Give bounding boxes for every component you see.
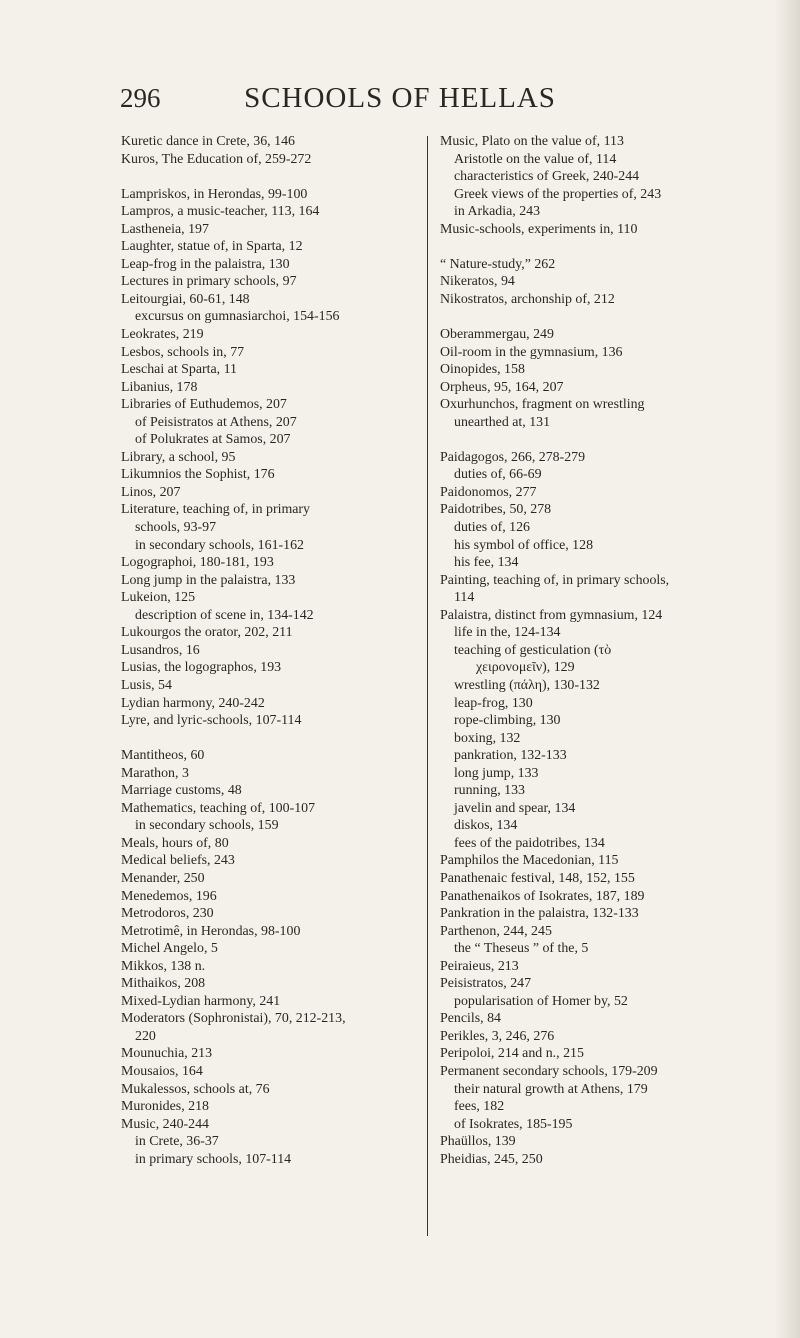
index-entry: Lusandros, 16 [121,642,200,658]
index-entry: Michel Angelo, 5 [121,941,218,957]
index-entry: Long jump in the palaistra, 133 [121,572,296,588]
letter-gap [121,730,441,748]
index-column-right [440,133,760,1168]
index-subentry: life in the, 124-134 [454,625,561,641]
index-subentry: popularisation of Homer by, 52 [454,993,628,1009]
index-subentry: schools, 93-97 [135,520,217,536]
index-subentry: in primary schools, 107-114 [135,1151,292,1167]
index-subentry: in Arkadia, 243 [454,204,541,220]
index-subentry: the “ Theseus ” of the, 5 [454,941,589,957]
page-number: 296 [120,83,161,113]
index-entry: Logographoi, 180-181, 193 [121,555,274,571]
index-entry: “ Nature-study,” 262 [440,256,556,272]
index-subentry: running, 133 [454,783,525,799]
index-entry: Leap-frog in the palaistra, 130 [121,256,290,272]
index-subentry: his fee, 134 [454,555,519,571]
index-entry: Kuros, The Education of, 259-272 [121,151,312,167]
index-entry: Linos, 207 [121,484,181,500]
index-entry: Lusis, 54 [121,677,172,693]
index-entry: Panathenaic festival, 148, 152, 155 [440,870,635,886]
index-entry: Literature, teaching of, in primary [121,502,310,518]
index-entry: Lydian harmony, 240-242 [121,695,265,711]
index-entry: Menander, 250 [121,870,205,886]
letter-gap [440,238,760,256]
index-entry: Oxurhunchos, fragment on wrestling [440,397,645,413]
index-entry: Pheidias, 245, 250 [440,1151,543,1167]
index-subentry: their natural growth at Athens, 179 [454,1081,648,1097]
index-entry: Lukeion, 125 [121,590,196,606]
index-entry: Music-schools, experiments in, 110 [440,221,638,237]
index-entry: Meals, hours of, 80 [121,835,229,851]
index-entry: Mukalessos, schools at, 76 [121,1081,270,1097]
index-entry: Lampriskos, in Herondas, 99-100 [121,186,308,202]
index-column-left [121,133,441,1168]
index-entry: Lectures in primary schools, 97 [121,274,297,290]
index-entry: Leokrates, 219 [121,327,204,343]
index-entry: Laughter, statue of, in Sparta, 12 [121,239,303,255]
index-entry: Nikeratos, 94 [440,274,515,290]
index-entry: Leschai at Sparta, 11 [121,362,237,378]
index-entry: Muronides, 218 [121,1099,209,1115]
index-entry: Marathon, 3 [121,765,189,781]
index-entry: Lampros, a music-teacher, 113, 164 [121,204,320,220]
index-subentry: description of scene in, 134-142 [135,607,314,623]
index-subentry: χειρονομεῖν), 129 [476,660,575,676]
index-entry: Panathenaikos of Isokrates, 187, 189 [440,888,645,904]
index-subentry: of Polukrates at Samos, 207 [135,432,291,448]
index-entry: Lusias, the logographos, 193 [121,660,282,676]
index-entry: Perikles, 3, 246, 276 [440,1028,555,1044]
index-entry: Mousaios, 164 [121,1063,203,1079]
index-entry: Permanent secondary schools, 179-209 [440,1063,658,1079]
index-entry: Orpheus, 95, 164, 207 [440,379,564,395]
index-subentry: Greek views of the properties of, 243 [454,186,662,202]
index-entry: Mounuchia, 213 [121,1046,213,1062]
index-entry: Library, a school, 95 [121,449,236,465]
index-subentry: leap-frog, 130 [454,695,533,711]
index-entry: Libanius, 178 [121,379,198,395]
index-entry: Medical beliefs, 243 [121,853,235,869]
index-entry: Lastheneia, 197 [121,221,209,237]
index-entry: Menedemos, 196 [121,888,217,904]
index-entry: Likumnios the Sophist, 176 [121,467,275,483]
index-entry: Lukourgos the orator, 202, 211 [121,625,293,641]
index-entry: Mikkos, 138 n. [121,958,206,974]
index-entry: Paidotribes, 50, 278 [440,502,552,518]
index-entry: Mantitheos, 60 [121,748,205,764]
index-subentry: of Isokrates, 185-195 [454,1116,573,1132]
index-subentry: in secondary schools, 161-162 [135,537,304,553]
index-entry: Moderators (Sophronistai), 70, 212-213, [121,1011,346,1027]
index-subentry: Aristotle on the value of, 114 [454,151,617,167]
index-subentry: rope-climbing, 130 [454,713,561,729]
index-subentry: wrestling (πάλη), 130-132 [454,677,600,693]
index-subentry: duties of, 66-69 [454,467,542,483]
index-subentry: excursus on gumnasiarchoi, 154-156 [135,309,340,325]
index-entry: Nikostratos, archonship of, 212 [440,291,615,307]
index-entry: Peisistratos, 247 [440,976,532,992]
index-subentry: characteristics of Greek, 240-244 [454,169,640,185]
index-entry: Mathematics, teaching of, 100-107 [121,800,316,816]
page-header [0,78,800,126]
index-subentry: teaching of gesticulation (τὸ [454,642,612,658]
index-subentry: duties of, 126 [454,520,531,536]
running-head: SCHOOLS OF HELLAS [244,82,556,114]
index-subentry: pankration, 132-133 [454,748,567,764]
index-subentry: unearthed at, 131 [454,414,551,430]
index-subentry: 220 [135,1028,156,1044]
index-subentry: javelin and spear, 134 [454,800,576,816]
index-entry: Paidagogos, 266, 278-279 [440,449,586,465]
letter-gap [440,431,760,449]
index-subentry: boxing, 132 [454,730,521,746]
index-entry: Lyre, and lyric-schools, 107-114 [121,713,302,729]
index-entry: Pamphilos the Macedonian, 115 [440,853,619,869]
index-entry: Lesbos, schools in, 77 [121,344,245,360]
index-entry: Music, 240-244 [121,1116,209,1132]
index-entry: Oil-room in the gymnasium, 136 [440,344,623,360]
index-subentry: long jump, 133 [454,765,539,781]
index-entry: Painting, teaching of, in primary schools, [440,572,670,588]
index-subentry: diskos, 134 [454,818,518,834]
index-entry: Libraries of Euthudemos, 207 [121,397,287,413]
index-subentry: in secondary schools, 159 [135,818,279,834]
index-subentry: 114 [454,590,475,606]
index-entry: Kuretic dance in Crete, 36, 146 [121,134,295,149]
index-entry: Palaistra, distinct from gymnasium, 124 [440,607,663,623]
index-entry: Metrodoros, 230 [121,906,214,922]
index-entry: Paidonomos, 277 [440,484,537,500]
index-entry: Mithaikos, 208 [121,976,206,992]
index-entry: Peiraieus, 213 [440,958,519,974]
index-entry: Pencils, 84 [440,1011,501,1027]
letter-gap [121,168,441,186]
index-entry: Mixed-Lydian harmony, 241 [121,993,281,1009]
index-entry: Pankration in the palaistra, 132-133 [440,906,639,922]
index-subentry: fees of the paidotribes, 134 [454,835,605,851]
index-entry: Music, Plato on the value of, 113 [440,134,624,149]
index-subentry: fees, 182 [454,1099,505,1115]
page-edge-shadow [774,0,800,1338]
index-entry: Marriage customs, 48 [121,783,242,799]
index-entry: Oinopides, 158 [440,362,525,378]
index-entry: Leitourgiai, 60-61, 148 [121,291,250,307]
index-subentry: of Peisistratos at Athens, 207 [135,414,297,430]
index-subentry: his symbol of office, 128 [454,537,594,553]
index-entry: Metrotimê, in Herondas, 98-100 [121,923,301,939]
letter-gap [440,308,760,326]
index-entry: Oberammergau, 249 [440,327,554,343]
index-entry: Parthenon, 244, 245 [440,923,552,939]
index-entry: Phaüllos, 139 [440,1134,516,1150]
index-entry: Peripoloi, 214 and n., 215 [440,1046,584,1062]
index-subentry: in Crete, 36-37 [135,1134,219,1150]
